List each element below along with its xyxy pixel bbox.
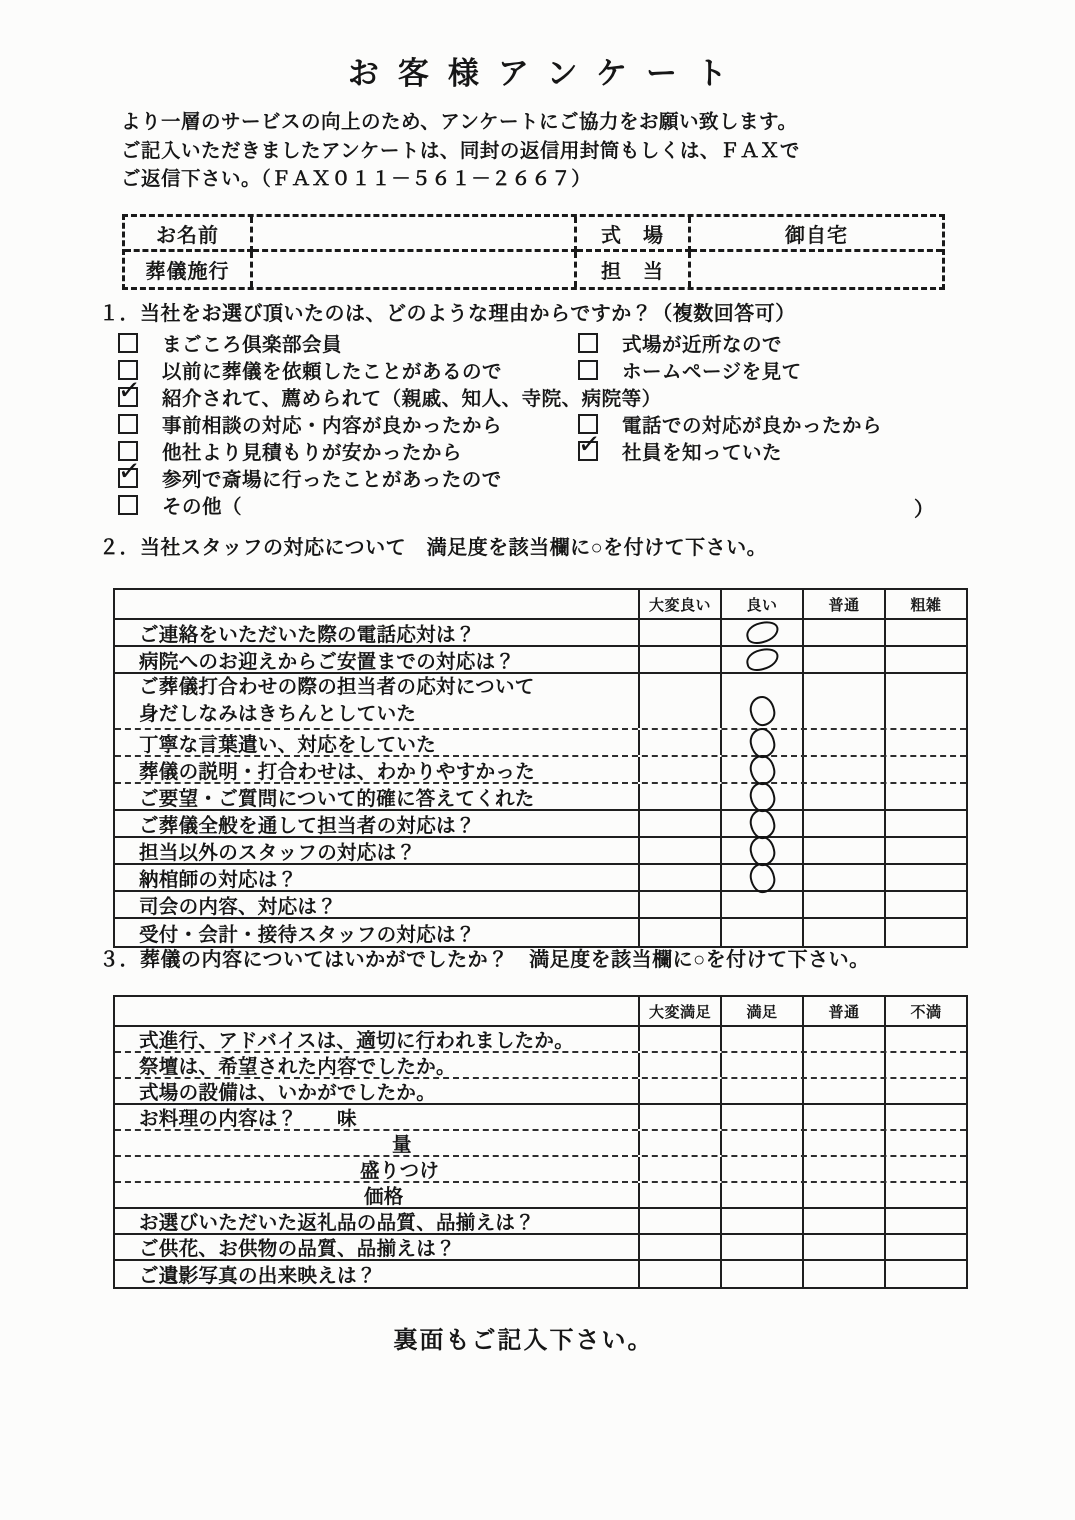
- q1-option-label: ホームページを見て: [622, 360, 802, 383]
- q1-option-row: [118, 410, 948, 437]
- row-label-line: 身だしなみはきちんとしていた: [139, 703, 417, 725]
- table-header-row: [115, 997, 966, 1027]
- respondent-info-box: [122, 214, 945, 290]
- rating-cell[interactable]: [638, 1105, 720, 1129]
- row-label: お料理の内容は？ 味: [139, 1108, 357, 1129]
- row-label: 盛りつけ: [360, 1160, 440, 1181]
- header-label-cell: [115, 997, 638, 1025]
- table-row: [115, 892, 966, 919]
- rating-cell[interactable]: [884, 757, 966, 782]
- rating-cell[interactable]: [720, 838, 802, 863]
- q1-option-label: 式場が近所なので: [622, 333, 783, 356]
- row-label: ご供花、お供物の品質、品揃えは？: [139, 1238, 456, 1259]
- rating-cell[interactable]: [884, 1235, 966, 1259]
- rating-cell[interactable]: [884, 730, 966, 755]
- rating-cell[interactable]: [884, 919, 966, 946]
- rating-cell[interactable]: [884, 811, 966, 836]
- rating-cell[interactable]: [884, 838, 966, 863]
- rating-cell[interactable]: [638, 647, 720, 672]
- checkbox-icon[interactable]: [118, 414, 138, 434]
- rating-cell[interactable]: [720, 620, 802, 645]
- rating-cell[interactable]: [884, 1261, 966, 1287]
- row-label: 量: [392, 1134, 412, 1155]
- column-header: 良い: [720, 590, 802, 618]
- rating-cell[interactable]: [638, 674, 720, 728]
- page-title: お客様アンケート: [347, 56, 747, 91]
- rating-cell[interactable]: [720, 757, 802, 782]
- rating-cell[interactable]: [802, 1209, 884, 1233]
- rating-cell[interactable]: [720, 784, 802, 809]
- rating-cell[interactable]: [884, 1105, 966, 1129]
- table-row: [115, 865, 966, 892]
- intro-paragraph: [121, 108, 800, 194]
- checkbox-icon[interactable]: [578, 360, 598, 380]
- rating-cell[interactable]: [802, 620, 884, 645]
- table-row: [115, 1183, 966, 1209]
- q1-option[interactable]: [118, 356, 502, 383]
- rating-cell[interactable]: [720, 730, 802, 755]
- row-label: 祭壇は、希望された内容でしたか。: [139, 1056, 456, 1077]
- venue-value[interactable]: 御自宅: [691, 217, 942, 252]
- column-header: 普通: [802, 997, 884, 1025]
- q1-option-row: [118, 491, 948, 521]
- rating-cell[interactable]: [802, 1027, 884, 1051]
- staff-rating-table: [113, 588, 968, 948]
- rating-cell[interactable]: [802, 1235, 884, 1259]
- row-label: 病院へのお迎えからご安置までの対応は？: [139, 650, 516, 672]
- check-mark-icon: ✓: [576, 427, 602, 461]
- table-row: [115, 730, 966, 757]
- rating-cell[interactable]: [720, 1235, 802, 1259]
- rating-cell[interactable]: [884, 1183, 966, 1207]
- q1-option-row: [118, 427, 948, 464]
- q1-option-row: [118, 329, 948, 356]
- rating-cell[interactable]: [884, 620, 966, 645]
- rating-cell[interactable]: [720, 647, 802, 672]
- q1-option[interactable]: [576, 427, 783, 464]
- rating-cell[interactable]: [638, 1131, 720, 1155]
- table-row: [115, 620, 966, 647]
- rating-cell[interactable]: [802, 1105, 884, 1129]
- rating-cell[interactable]: [638, 1079, 720, 1103]
- rating-cell[interactable]: [802, 1079, 884, 1103]
- rating-cell[interactable]: [638, 1027, 720, 1051]
- q1-option-label: 以前に葬儀を依頼したことがあるので: [162, 360, 503, 383]
- rating-cell[interactable]: [638, 757, 720, 782]
- rating-cell[interactable]: [638, 1235, 720, 1259]
- rating-cell[interactable]: [802, 1183, 884, 1207]
- q2-heading: ２．当社スタッフの対応について 満足度を該当欄に○を付けて下さい。: [99, 537, 768, 559]
- checkbox-icon[interactable]: [116, 454, 142, 488]
- rating-cell[interactable]: [638, 1157, 720, 1181]
- rating-cell[interactable]: [720, 1183, 802, 1207]
- row-label: 丁寧な言葉遣い、対応をしていた: [139, 733, 437, 755]
- handwritten-circle-icon: [744, 619, 781, 647]
- column-header: 不満: [884, 997, 966, 1025]
- rating-cell[interactable]: [638, 1261, 720, 1287]
- row-label: 納棺師の対応は？: [139, 868, 298, 890]
- name-input-area[interactable]: [253, 217, 577, 252]
- row-label: ご連絡をいただいた際の電話応対は？: [139, 623, 476, 645]
- table-row: [115, 1105, 966, 1131]
- rating-cell[interactable]: [720, 892, 802, 917]
- rating-cell[interactable]: [638, 784, 720, 809]
- row-label: 担当以外のスタッフの対応は？: [139, 841, 417, 863]
- q1-option-label: その他（: [162, 495, 243, 518]
- row-label: 式場の設備は、いかがでしたか。: [139, 1082, 437, 1103]
- row-label: [115, 674, 638, 728]
- rating-cell[interactable]: [802, 865, 884, 890]
- table-row: [115, 838, 966, 865]
- venue-label: 式 場: [577, 217, 691, 252]
- rating-cell[interactable]: [802, 784, 884, 809]
- table-row: [115, 811, 966, 838]
- funeral-label: 葬儀施行: [125, 252, 253, 287]
- funeral-input-area[interactable]: [253, 252, 577, 287]
- rating-cell[interactable]: [884, 892, 966, 917]
- q1-option[interactable]: [118, 329, 342, 356]
- checkbox-icon[interactable]: [578, 333, 598, 353]
- handwritten-circle-icon: [747, 694, 777, 728]
- rating-cell[interactable]: [884, 1027, 966, 1051]
- q1-option-label: 事前相談の対応・内容が良かったから: [162, 414, 503, 437]
- rating-cell[interactable]: [638, 865, 720, 890]
- row-label: 式進行、アドバイスは、適切に行われましたか。: [139, 1030, 575, 1051]
- rating-cell[interactable]: [638, 892, 720, 917]
- rating-cell[interactable]: [720, 1079, 802, 1103]
- q1-option-label: 紹介されて、薦められて（親戚、知人、寺院、病院等）: [162, 387, 662, 410]
- checkbox-icon[interactable]: [118, 333, 138, 353]
- footer-note: 裏面もご記入下さい。: [393, 1327, 654, 1354]
- q1-options: [116, 329, 948, 521]
- rating-cell[interactable]: [720, 1261, 802, 1287]
- row-label: 司会の内容、対応は？: [139, 895, 338, 917]
- rating-cell[interactable]: [884, 1157, 966, 1181]
- intro-line: ご返信下さい。（ＦＡＸ０１１－５６１－２６６７）: [121, 168, 592, 190]
- check-mark-icon: ✓: [116, 454, 142, 488]
- rating-cell[interactable]: [720, 674, 802, 728]
- q1-option[interactable]: [116, 454, 502, 491]
- rating-cell[interactable]: [884, 1209, 966, 1233]
- q1-heading: １．当社をお選び頂いたのは、どのような理由からですか？（複数回答可）: [99, 303, 796, 325]
- rating-cell[interactable]: [638, 1183, 720, 1207]
- table-row: [115, 1209, 966, 1235]
- q1-option[interactable]: [578, 329, 782, 356]
- q1-option-row: [116, 454, 948, 491]
- intro-line: より一層のサービスの向上のため、アンケートにご協力をお願い致します。: [121, 111, 798, 133]
- rating-cell[interactable]: [638, 919, 720, 946]
- row-label: 葬儀の説明・打合わせは、わかりやすかった: [139, 760, 536, 782]
- row-label: ご要望・ご質問について的確に答えてくれた: [139, 787, 535, 809]
- q1-option[interactable]: [118, 437, 462, 464]
- table-row: [115, 647, 966, 674]
- rating-cell[interactable]: [720, 1157, 802, 1181]
- row-label: 価格: [364, 1186, 404, 1207]
- column-header: 満足: [720, 997, 802, 1025]
- rating-cell[interactable]: [884, 784, 966, 809]
- q1-option-label: 社員を知っていた: [622, 441, 783, 464]
- other-close-paren: ）: [914, 499, 934, 521]
- intro-line: ご記入いただきましたアンケートは、同封の返信用封筒もしくは、ＦＡＸで: [121, 139, 800, 162]
- column-header: 粗雑: [884, 590, 966, 618]
- rating-cell[interactable]: [802, 647, 884, 672]
- q1-option[interactable]: [578, 410, 882, 437]
- table-row: [115, 1131, 966, 1157]
- table-header-row: [115, 590, 966, 620]
- row-label: ご葬儀全般を通して担当者の対応は？: [139, 814, 476, 836]
- staff-label: 担 当: [577, 252, 691, 287]
- name-label: お名前: [125, 217, 253, 252]
- q1-option[interactable]: [118, 491, 242, 518]
- q1-option-label: まごころ倶楽部会員: [162, 333, 343, 356]
- row-label: 受付・会計・接待スタッフの対応は？: [139, 923, 476, 946]
- column-header: 大変良い: [638, 590, 720, 618]
- rating-cell[interactable]: [720, 811, 802, 836]
- q3-heading: ３．葬儀の内容についてはいかがでしたか？ 満足度を該当欄に○を付けて下さい。: [99, 949, 870, 971]
- q1-option-label: 電話での対応が良かったから: [622, 414, 883, 437]
- checkbox-icon[interactable]: [116, 373, 142, 407]
- q1-option[interactable]: [578, 356, 802, 383]
- q1-option-row: [118, 356, 948, 383]
- rating-cell[interactable]: [802, 1157, 884, 1181]
- rating-cell[interactable]: [720, 1053, 802, 1077]
- column-header: 大変満足: [638, 997, 720, 1025]
- rating-cell[interactable]: [884, 1131, 966, 1155]
- table-row: [115, 1261, 966, 1287]
- rating-cell[interactable]: [884, 1079, 966, 1103]
- table-row: [115, 919, 966, 946]
- rating-cell[interactable]: [720, 1027, 802, 1051]
- table-row: [115, 757, 966, 784]
- rating-cell[interactable]: [720, 919, 802, 946]
- checkbox-icon[interactable]: [118, 495, 138, 515]
- q1-option-label: 他社より見積もりが安かったから: [162, 441, 463, 464]
- rating-cell[interactable]: [802, 811, 884, 836]
- q1-option[interactable]: [118, 410, 502, 437]
- column-header: 普通: [802, 590, 884, 618]
- rating-cell[interactable]: [638, 838, 720, 863]
- content-rating-table: [113, 995, 968, 1289]
- table-row: [115, 1079, 966, 1105]
- rating-cell[interactable]: [884, 647, 966, 672]
- rating-cell[interactable]: [638, 1053, 720, 1077]
- rating-cell[interactable]: [802, 1261, 884, 1287]
- q1-option[interactable]: [116, 373, 662, 410]
- rating-cell[interactable]: [638, 811, 720, 836]
- q1-option-label: 参列で斎場に行ったことがあったので: [162, 468, 502, 491]
- handwritten-circle-icon: [747, 861, 777, 895]
- table-row: [115, 1235, 966, 1261]
- rating-cell[interactable]: [720, 865, 802, 890]
- rating-cell[interactable]: [720, 1131, 802, 1155]
- row-label: お選びいただいた返礼品の品質、品揃えは？: [139, 1212, 536, 1233]
- table-row: [115, 1157, 966, 1183]
- row-label-line: ご葬儀打合わせの際の担当者の応対について: [139, 676, 535, 698]
- rating-cell[interactable]: [638, 620, 720, 645]
- table-row: [115, 1027, 966, 1053]
- rating-cell[interactable]: [802, 919, 884, 946]
- q1-option-row: [116, 373, 948, 410]
- rating-cell[interactable]: [884, 865, 966, 890]
- rating-cell[interactable]: [884, 1053, 966, 1077]
- checkbox-icon[interactable]: [576, 427, 602, 461]
- rating-cell[interactable]: [802, 1131, 884, 1155]
- rating-cell[interactable]: [802, 757, 884, 782]
- check-mark-icon: ✓: [116, 373, 142, 407]
- staff-input-area[interactable]: [691, 252, 942, 287]
- table-row: [115, 674, 966, 730]
- rating-cell[interactable]: [638, 730, 720, 755]
- rating-cell[interactable]: [802, 674, 884, 728]
- row-label: ご遺影写真の出来映えは？: [139, 1265, 377, 1287]
- rating-cell[interactable]: [638, 1209, 720, 1233]
- handwritten-circle-icon: [744, 646, 781, 674]
- rating-cell[interactable]: [802, 892, 884, 917]
- table-row: [115, 784, 966, 811]
- header-label-cell: [115, 590, 638, 618]
- rating-cell[interactable]: [720, 1209, 802, 1233]
- rating-cell[interactable]: [884, 674, 966, 728]
- rating-cell[interactable]: [720, 1105, 802, 1129]
- rating-cell[interactable]: [802, 1053, 884, 1077]
- rating-cell[interactable]: [802, 838, 884, 863]
- table-row: [115, 1053, 966, 1079]
- rating-cell[interactable]: [802, 730, 884, 755]
